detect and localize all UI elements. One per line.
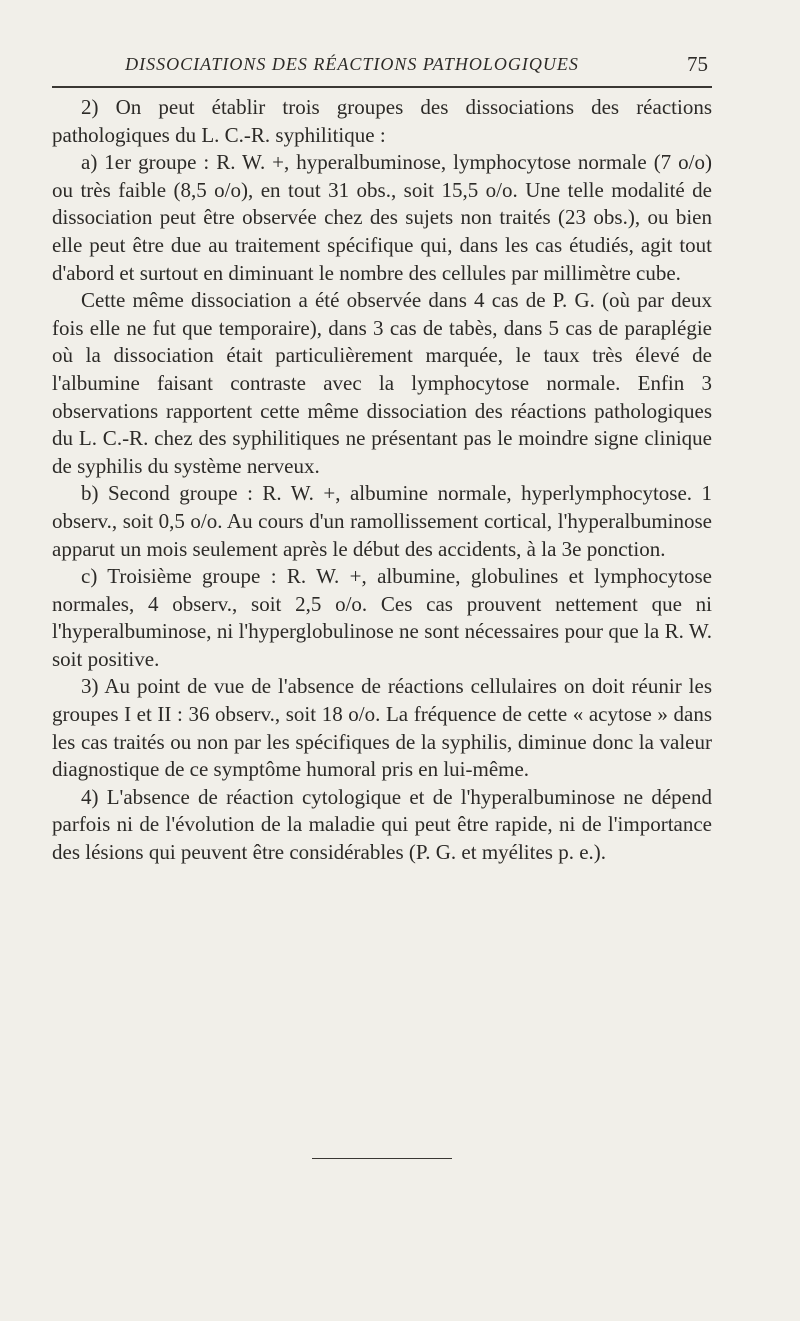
- paragraph-intro: 2) On peut établir trois groupes des dissociations des réactions pathologiques du L. C.-R. syphilitique :: [52, 95, 712, 147]
- paragraph-point-3: 3) Au point de vue de l'absence de réactions cellulaires on doit réunir les groupes I et II : 36 observ., soit 18 o/o. La fréquence de cette « acytose » dans les cas traités ou non par les spécifiques de la syphilis, diminue donc la valeur diagnostique de ce symptôme humoral pris en lui-même.: [52, 674, 712, 782]
- running-title: DISSOCIATIONS DES RÉACTIONS PATHOLOGIQUES: [125, 54, 579, 74]
- body-text: [52, 94, 712, 867]
- paragraph-group-b: b) Second groupe : R. W. +, albumine normale, hyperlymphocytose. 1 observ., soit 0,5 o/o. Au cours d'un ramollissement cortical, l'hyperalbuminose apparut un mois seulement après le début des accidents, à la 3e ponction.: [52, 481, 712, 561]
- page-header: [52, 50, 712, 80]
- page-number: 75: [687, 52, 708, 76]
- paragraph-group-c: c) Troisième groupe : R. W. +, albumine, globulines et lymphocytose normales, 4 observ., soit 2,5 o/o. Ces cas prouvent nettement que ni l'hyperalbuminose, ni l'hyperglobulinose ne sont nécessaires pour que la R. W. soit positive.: [52, 564, 712, 671]
- paragraph-group-a-cases: Cette même dissociation a été observée dans 4 cas de P. G. (où par deux fois elle ne fut que temporaire), dans 3 cas de tabès, dans 5 cas de paraplégie où la dissociation était particulièrement marquée, le taux très élevé de l'albumine faisant contraste avec la lymphocytose normale. Enfin 3 observations rapportent cette même dissociation des réactions pathologiques du L. C.-R. chez des syphilitiques ne présentant pas le moindre signe clinique de syphilis du système nerveux.: [52, 288, 712, 478]
- paragraph-point-4: 4) L'absence de réaction cytologique et de l'hyperalbuminose ne dépend parfois ni de l'évolution de la maladie qui peut être rapide, ni de l'importance des lésions qui peuvent être considérables (P. G. et myélites p. e.).: [52, 784, 712, 865]
- paragraph-group-a: a) 1er groupe : R. W. +, hyperalbuminose, lymphocytose normale (7 o/o) ou très faible (8,5 o/o), en tout 31 obs., soit 15,5 o/o. Une telle modalité de dissociation peut être observée chez des sujets non traités (23 obs.), ou bien elle peut être due au traitement spécifique qui, dans les cas étudiés, agit tout d'abord et surtout en diminuant le nombre des cellules par millimètre cube.: [52, 150, 712, 285]
- header-rule: [52, 86, 712, 88]
- end-rule: [312, 1158, 452, 1159]
